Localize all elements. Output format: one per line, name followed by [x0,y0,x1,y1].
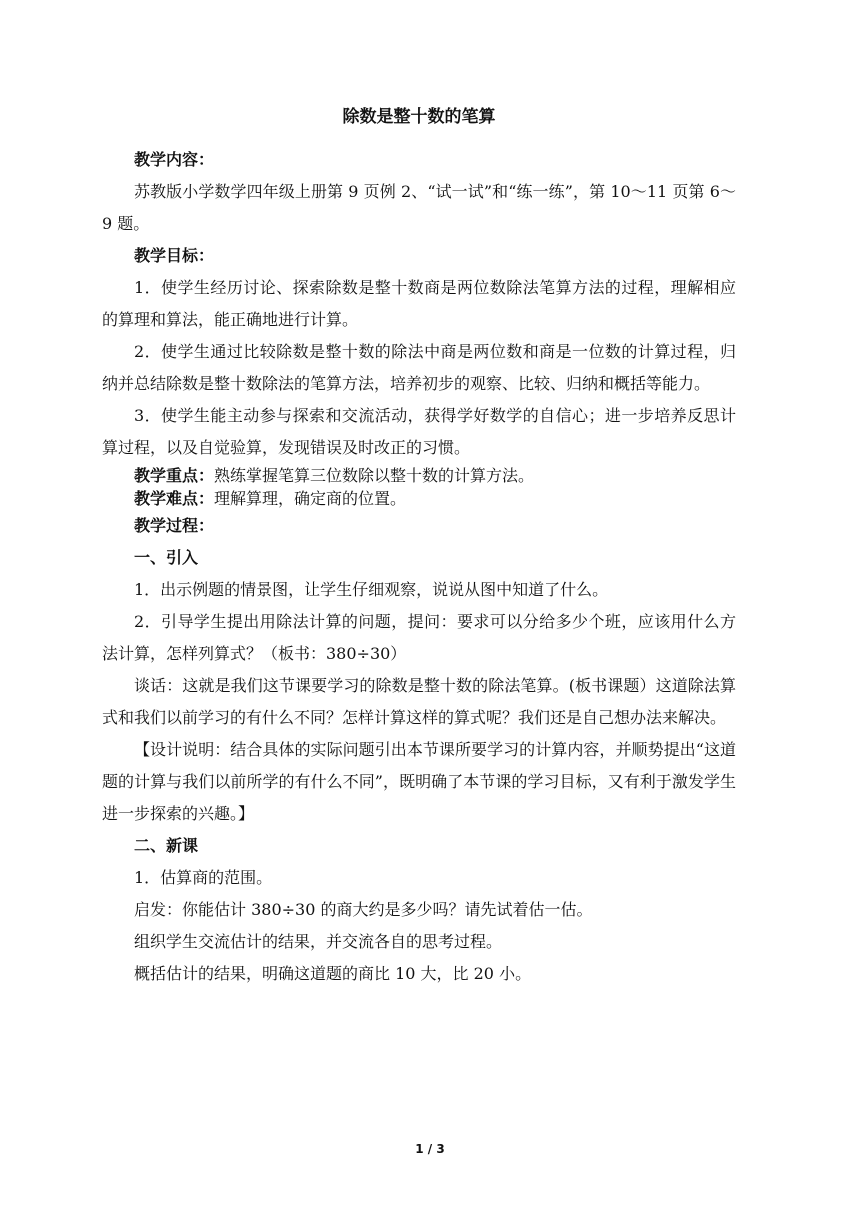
goal-item-1: 1．使学生经历讨论、探索除数是整十数商是两位数除法笔算方法的过程，理解相应的算理和算法，能正确地进行计算。 [102,278,736,329]
document-body [102,106,736,990]
section2-exchange: 组织学生交流估计的结果，并交流各自的思考过程。 [134,932,503,951]
section1-talk: 谈话：这就是我们这节课要学习的除数是整十数的除法笔算。(板书课题）这道除法算式和我们以前学习的有什么不同？怎样计算这样的算式呢？我们还是自己想办法来解决。 [102,676,736,727]
content-text: 苏教版小学数学四年级上册第 9 页例 2、“试一试”和“练一练”，第 10～11 页第 6～9 题。 [102,182,736,233]
goal-item-3: 3．使学生能主动参与探索和交流活动，获得学好数学的自信心；进一步培养反思计算过程，以及自觉验算，发现错误及时改正的习惯。 [102,406,736,457]
difficulty-text: 理解算理，确定商的位置。 [214,489,407,508]
section1-design-note: 【设计说明：结合具体的实际问题引出本节课所要学习的计算内容，并顺势提出“这道题的计算与我们以前所学的有什么不同”，既明确了本节课的学习目标，又有利于激发学生进一步探索的兴趣。】 [102,740,736,823]
key-point [102,464,736,487]
process-heading: 教学过程： [134,516,215,535]
section1-item-2: 2．引导学生提出用除法计算的问题，提问：要求可以分给多少个班，应该用什么方法计算，怎样列算式？（板书：380÷30） [102,612,736,663]
difficulty-label: 教学难点： [134,489,215,508]
difficulty [102,487,736,510]
content-heading: 教学内容： [134,150,215,169]
section2-summary: 概括估计的结果，明确这道题的商比 10 大，比 20 小。 [134,964,532,983]
goal-item-2: 2．使学生通过比较除数是整十数的除法中商是两位数和商是一位数的计算过程，归纳并总结除数是整十数除法的笔算方法，培养初步的观察、比较、归纳和概括等能力。 [102,342,736,393]
key-point-label: 教学重点： [134,466,215,485]
section1-item-1: 1．出示例题的情景图，让学生仔细观察，说说从图中知道了什么。 [134,580,609,599]
section2-prompt: 启发：你能估计 380÷30 的商大约是多少吗？请先试着估一估。 [134,900,593,919]
document-title: 除数是整十数的笔算 [342,107,496,127]
section2-heading: 二、新课 [134,836,199,855]
key-point-text: 熟练掌握笔算三位数除以整十数的计算方法。 [214,466,535,485]
goals-heading: 教学目标： [134,246,215,265]
section1-heading: 一、引入 [134,548,199,567]
page-number: 1 / 3 [415,1142,445,1156]
section2-item-1: 1．估算商的范围。 [134,868,273,887]
